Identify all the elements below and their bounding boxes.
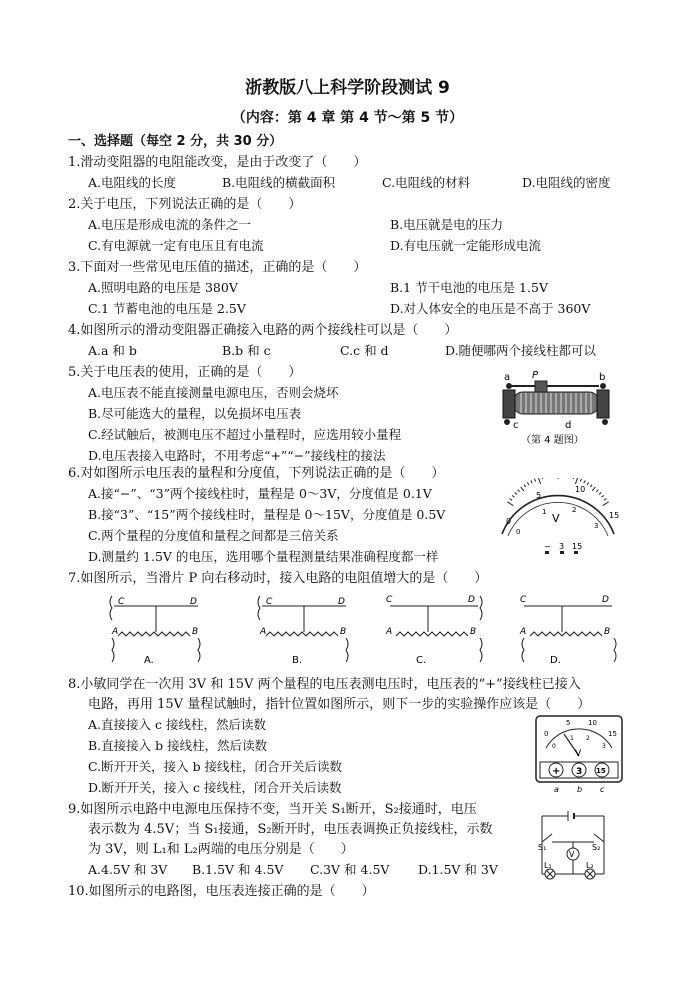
q7d-label-d: D: [602, 595, 609, 605]
question-2-stem: 2.关于电压，下列说法正确的是（ ）: [68, 197, 302, 212]
dial-tick: [599, 492, 601, 494]
section-heading: 一、选择题（每空 2 分，共 30 分）: [68, 134, 283, 149]
dial-tick: [521, 487, 524, 491]
q8-inner-3: 3: [602, 743, 606, 750]
q9-option-a: A.4.5V 和 3V: [88, 862, 168, 877]
q8-terminal-3: 3: [576, 767, 583, 777]
question-5-stem: 5.关于电压表的使用，正确的是（ ）: [68, 365, 302, 380]
q9-option-c: C.3V 和 4.5V: [310, 862, 390, 877]
rheostat-caption: （第 4 题图）: [521, 435, 584, 446]
dial-tick: [590, 485, 592, 487]
dial-tick: [538, 478, 540, 484]
question-1-stem: 1.滑动变阻器的电阻能改变，是由于改变了（ ）: [68, 155, 367, 170]
dial-top-tick-5: 5: [536, 491, 542, 500]
dial-inner-tick-1: 1: [542, 508, 547, 516]
q7c-label-b: B: [470, 627, 477, 637]
q7-diagram-c: [385, 595, 482, 666]
q7-diagram-a: [110, 596, 200, 666]
question-9-stem: 9.如图所示电路中电源电压保持不变，当开关 S₁断开，S₂接通时，电压: [68, 802, 477, 817]
question-8-stem-2: 电路，再用 15V 量程试触时，指针位置如图所示，则下一步的实验操作应该是（ ）: [88, 697, 591, 712]
dial-top-tick-10: 10: [575, 485, 586, 494]
question-8-stem: 8.小敏同学在一次用 3V 和 15V 两个量程的电压表测电压时，电压表的“+”接线柱已接入: [68, 677, 581, 692]
dial-tick: [573, 478, 574, 479]
rheostat-figure: [495, 368, 620, 450]
question-3-stem: 3.下面对一些常见电压值的描述，正确的是（ ）: [68, 260, 367, 275]
question-9-stem-2: 表示数为 4.5V；当 S₁接通，S₂断开时，电压表调换正负接线柱，示数: [88, 822, 493, 837]
dial-tick: [580, 479, 581, 482]
voltmeter-dial-figure: [492, 478, 624, 556]
dial-inner-tick-2: 2: [572, 506, 577, 514]
q4-option-d: D.随便哪两个接线柱都可以: [445, 343, 597, 358]
dial-tick: [527, 482, 529, 485]
q8-inner-1: 1: [570, 735, 574, 742]
q9-label-l2: L₂: [586, 861, 594, 870]
q8-option-b: B.直接接入 b 接线柱，然后读数: [88, 738, 268, 753]
q9-option-d: D.1.5V 和 3V: [418, 862, 498, 877]
q7c-label-a: A: [386, 627, 393, 637]
dial-tick: [512, 495, 514, 497]
q8-label-c: c: [600, 785, 605, 794]
q8-option-c: C.断开开关，接入 b 接线柱，闭合开关后读数: [88, 759, 343, 774]
q7a-label-c: C: [118, 597, 125, 607]
q3-option-a: A.照明电路的电压是 380V: [88, 280, 238, 295]
q8-tick-15: 15: [608, 730, 617, 738]
q1-option-d: D.电阻线的密度: [522, 175, 611, 190]
dial-tick: [535, 479, 536, 482]
page-title: 浙教版八上科学阶段测试 9: [245, 78, 450, 98]
dial-unit: V: [552, 512, 560, 525]
page-subtitle: （内容：第 4 章 第 4 节～第 5 节）: [231, 110, 464, 126]
dial-tick: [518, 490, 520, 492]
dial-tick: [603, 502, 609, 506]
question-10-stem: 10.如图所示的电路图，电压表连接正确的是（ ）: [68, 884, 375, 899]
q7-option-a: A.: [144, 655, 154, 666]
q4-option-c: C.c 和 d: [340, 343, 389, 358]
dial-tick: [510, 499, 512, 501]
q9-option-b: B.1.5V 和 4.5V: [192, 862, 284, 877]
q6-option-d: D.测量约 1.5V 的电压，选用哪个量程测量结果准确程度都一样: [88, 549, 439, 564]
q7a-label-b: B: [192, 627, 199, 637]
q7c-label-c: C: [386, 595, 393, 605]
dial-terminal-15: 15: [572, 542, 583, 551]
rheostat-label-c: c: [513, 420, 519, 431]
q7a-label-a: A: [112, 627, 119, 637]
q1-option-b: B.电阻线的横截面积: [222, 175, 336, 190]
q7b-label-c: C: [266, 597, 273, 607]
q3-option-b: B.1 节干电池的电压是 1.5V: [390, 280, 548, 295]
q7-diagram-d: [519, 595, 616, 666]
q2-option-c: C.有电源就一定有电压且有电流: [88, 238, 264, 253]
question-9-stem-3: 为 3V，则 L₁和 L₂两端的电压分别是（ ）: [88, 842, 354, 857]
rheostat-label-p: P: [532, 370, 539, 381]
dial-terminal-minus: −: [544, 542, 551, 551]
rheostat-label-b: b: [599, 372, 606, 383]
circuit-q9-figure: [528, 808, 620, 888]
q4-option-b: B.b 和 c: [222, 343, 271, 358]
q7a-label-d: D: [190, 597, 197, 607]
rheostat-label-d: d: [565, 420, 572, 431]
q5-option-b: B.尽可能选大的量程，以免损坏电压表: [88, 406, 302, 421]
q2-option-a: A.电压是形成电流的条件之一: [88, 217, 252, 232]
q7-option-d: D.: [550, 655, 561, 666]
q7-option-b: B.: [292, 655, 303, 666]
dial-top-tick-0: 0: [506, 517, 512, 526]
question-7-stem: 7.如图所示，当滑片 P 向右移动时，接入电路的电阻值增大的是（ ）: [68, 571, 488, 586]
q8-unit: V: [575, 749, 582, 759]
dial-tick: [587, 482, 589, 485]
q1-option-c: C.电阻线的材料: [382, 175, 471, 190]
dial-tick: [524, 485, 526, 487]
voltmeter-q8-figure: [534, 714, 626, 796]
q3-option-d: D.对人体安全的电压是不高于 360V: [390, 301, 591, 316]
q8-label-b: b: [577, 785, 583, 794]
q7d-label-a: A: [520, 627, 527, 637]
q9-label-s2: S₂: [592, 843, 601, 852]
q9-label-v: V: [569, 850, 575, 859]
q8-inner-0: 0: [552, 743, 556, 750]
q8-tick-0: 0: [544, 730, 549, 738]
dial-tick: [531, 480, 532, 483]
dial-tick: [602, 495, 604, 497]
q8-terminal-plus: +: [552, 766, 561, 777]
q6-option-c: C.两个量程的分度值和量程之间都是三倍关系: [88, 528, 339, 543]
q7-option-c: C.: [416, 655, 427, 666]
rheostat-label-a: a: [504, 372, 511, 383]
q7d-label-b: B: [604, 627, 611, 637]
q8-inner-2: 2: [586, 735, 590, 742]
q7-rheostat-diagrams: [98, 590, 618, 668]
q3-option-c: C.1 节蓄电池的电压是 2.5V: [88, 301, 246, 316]
dial-tick: [575, 478, 577, 484]
q1-option-a: A.电阻线的长度: [88, 175, 177, 190]
q9-label-l1: L₁: [544, 861, 552, 870]
dial-tick: [592, 487, 595, 491]
dial-tick: [584, 480, 585, 483]
q7b-label-d: D: [338, 597, 345, 607]
q7b-label-a: A: [260, 627, 267, 637]
q8-option-a: A.直接接入 c 接线柱，然后读数: [88, 717, 266, 732]
q7-diagram-b: [258, 596, 348, 666]
q6-option-a: A.接“−”、“3”两个接线柱时，量程是 0～3V，分度值是 0.1V: [88, 486, 432, 501]
dial-inner-tick-0: 0: [516, 528, 521, 536]
q8-label-a: a: [554, 785, 559, 794]
q7d-label-c: C: [520, 595, 527, 605]
q8-tick-5: 5: [566, 719, 571, 727]
q5-option-a: A.电压表不能直接测量电源电压，否则会烧坏: [88, 385, 339, 400]
q4-option-a: A.a 和 b: [88, 343, 137, 358]
dial-tick: [507, 502, 513, 506]
dial-tick: [604, 499, 606, 501]
dial-inner-tick-3: 3: [594, 522, 599, 530]
q5-option-c: C.经试触后，被测电压不超过小量程时，应选用较小量程: [88, 427, 402, 442]
q9-label-s1: S₁: [538, 843, 547, 852]
q2-option-b: B.电压就是电的压力: [390, 217, 504, 232]
q2-option-d: D.有电压就一定能形成电流: [390, 238, 542, 253]
dial-terminal-3: 3: [559, 542, 565, 551]
dial-top-tick-15: 15: [609, 511, 620, 520]
q8-tick-10: 10: [588, 719, 597, 727]
q8-option-d: D.断开开关，接入 c 接线柱，闭合开关后读数: [88, 780, 342, 795]
question-6-stem: 6.对如图所示电压表的量程和分度值，下列说法正确的是（ ）: [68, 466, 445, 481]
q7b-label-b: B: [340, 627, 347, 637]
question-4-stem: 4.如图所示的滑动变阻器正确接入电路的两个接线柱可以是（ ）: [68, 323, 458, 338]
q6-option-b: B.接“3”、“15”两个接线柱时，量程是 0～15V，分度值是 0.5V: [88, 507, 446, 522]
dial-tick: [596, 490, 598, 492]
dial-tick: [542, 478, 543, 479]
dial-tick: [515, 492, 517, 494]
q5-option-d: D.电压表接入电路时，不用考虑“+”“−”接线柱的接法: [88, 448, 386, 463]
q8-terminal-15: 15: [596, 767, 606, 775]
q7c-label-d: D: [468, 595, 475, 605]
